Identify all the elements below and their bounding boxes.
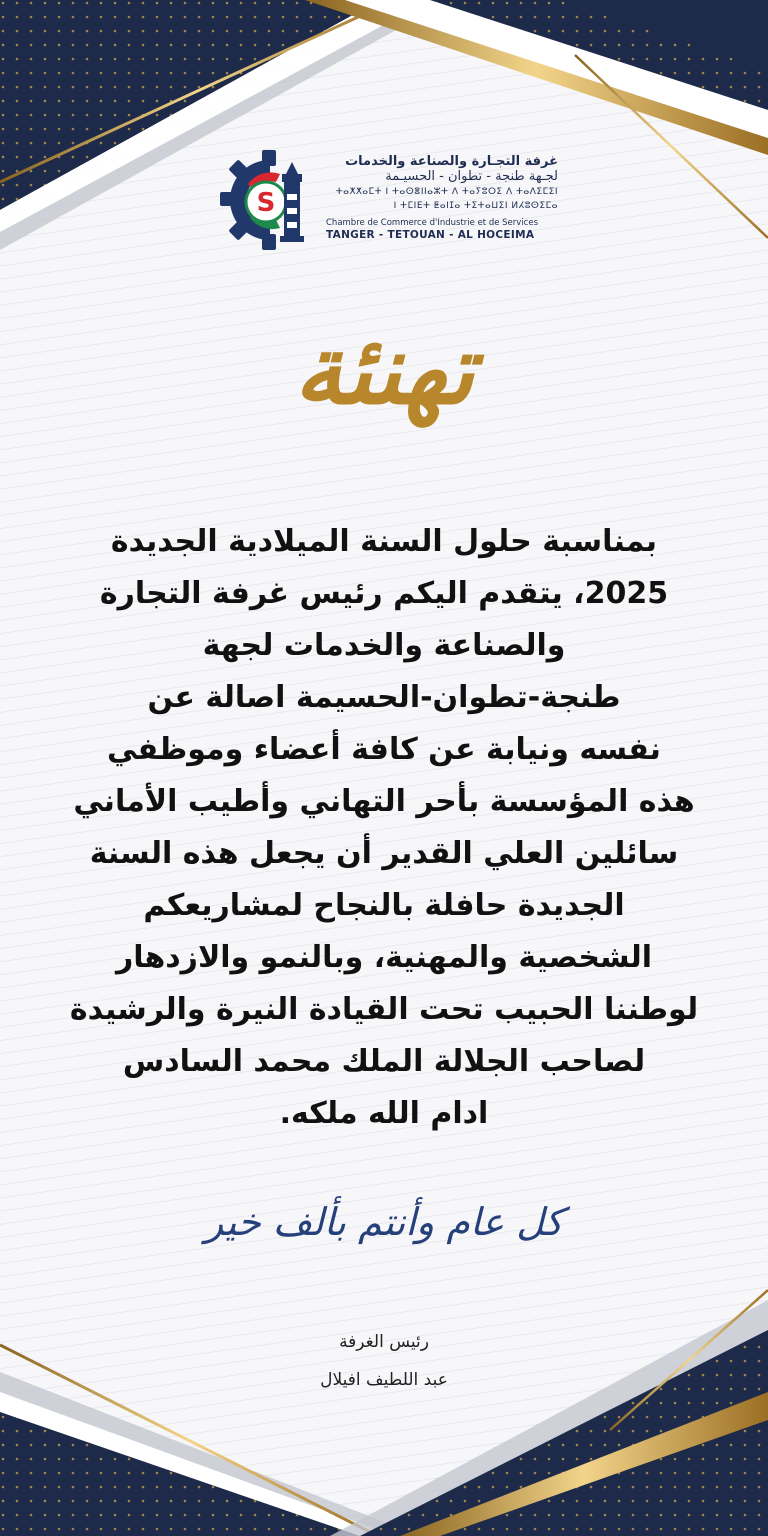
message-line: والصناعة والخدمات لجهة bbox=[202, 628, 566, 663]
signature-title: رئيس الغرفة bbox=[339, 1332, 429, 1352]
chamber-logo bbox=[218, 148, 558, 256]
logo-wordmark bbox=[326, 154, 558, 241]
signature-name: عبد اللطيف افيلال bbox=[320, 1370, 448, 1390]
card-title: تهنئة bbox=[293, 313, 475, 426]
logo-monogram: S bbox=[256, 188, 276, 218]
message-line: الجديدة حافلة بالنجاح لمشاريعكم bbox=[143, 888, 625, 923]
logo-region-french: TANGER - TETOUAN - AL HOCEIMA bbox=[326, 229, 535, 241]
message-body bbox=[60, 516, 708, 1140]
message-line: هذه المؤسسة بأحر التهاني وأطيب الأماني bbox=[73, 784, 695, 819]
new-year-greeting: كل عام وأنتم بألف خير bbox=[204, 1200, 564, 1244]
message-line: لصاحب الجلالة الملك محمد السادس bbox=[122, 1044, 646, 1079]
message-line: لوطننا الحبيب تحت القيادة النيرة والرشيدة bbox=[69, 992, 699, 1027]
message-line: 2025، يتقدم اليكم رئيس غرفة التجارة bbox=[99, 576, 669, 611]
logo-name-arabic: غرفة التجـارة والصناعة والخدمات bbox=[345, 154, 558, 169]
logo-name-tifinagh-1: ⵜⴰⵅⵅⴰⵎⵜ ⵏ ⵜⴰⵙⴻⵏⵏⴰⵣⵜ ⴷ ⵜⴰⵢⵓⵔⵉ ⴷ ⵜⴰⴷⵉⵎⵉⵏ bbox=[335, 187, 558, 197]
logo-name-french: Chambre de Commerce d'Industrie et de Services bbox=[326, 218, 539, 228]
bottom-right-corner-decoration bbox=[330, 1290, 768, 1536]
message-line: الشخصية والمهنية، وبالنمو والازدهار bbox=[115, 940, 653, 975]
message-line: طنجة-تطوان-الحسيمة اصالة عن bbox=[147, 680, 621, 715]
message-line: ادام الله ملكه. bbox=[279, 1096, 489, 1131]
gear-lighthouse-emblem bbox=[218, 148, 322, 252]
message-line: نفسه ونيابة عن كافة أعضاء وموظفي bbox=[107, 732, 661, 767]
message-line: سائلين العلي القدير أن يجعل هذه السنة bbox=[89, 836, 679, 871]
message-line: بمناسبة حلول السنة الميلادية الجديدة bbox=[110, 524, 658, 559]
logo-name-tifinagh-2: ⵏ ⵜⵎⵏⴹⵜ ⵟⴰⵏⵊⴰ ⵜⵉⵜⴰⵡⵉⵏ ⵍⵃⵓⵙⵉⵎⴰ bbox=[393, 201, 558, 211]
logo-region-arabic: لجـهة طنجة - تطوان - الحسيـمة bbox=[385, 169, 558, 184]
